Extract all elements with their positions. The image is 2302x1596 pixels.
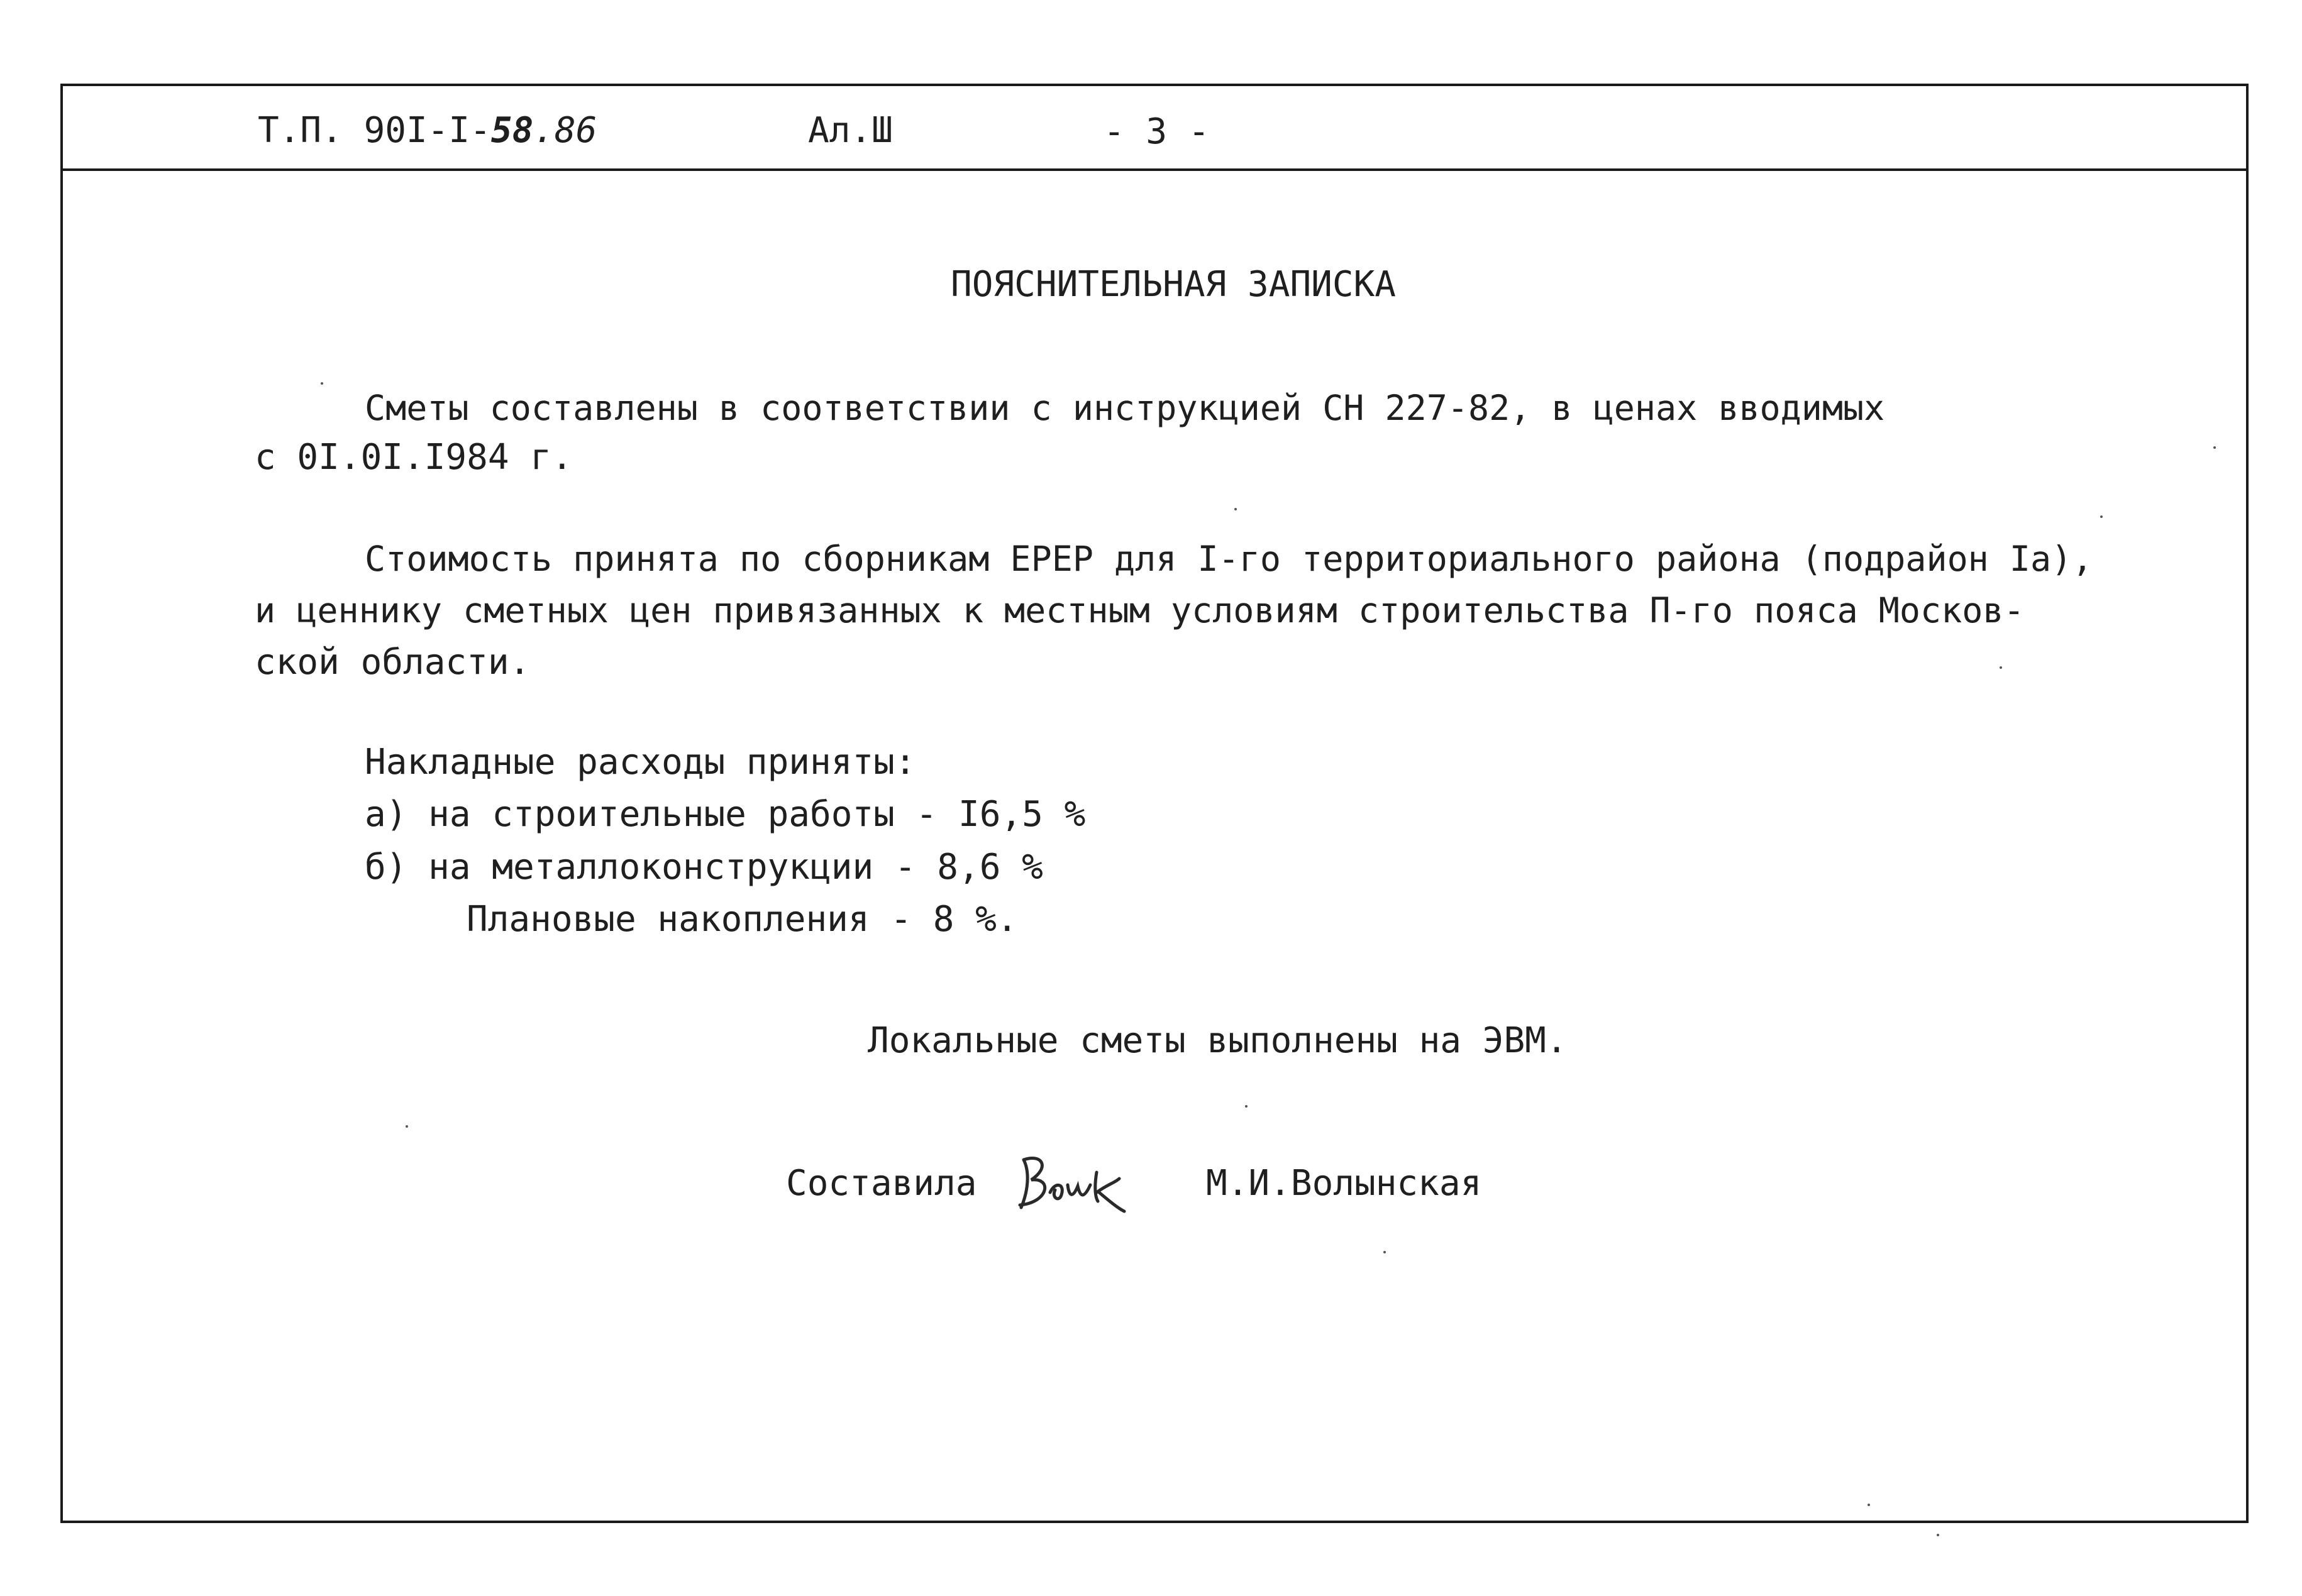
scan-speck [406, 1125, 408, 1128]
scan-speck [1383, 1251, 1386, 1253]
header-divider [60, 168, 2249, 171]
paragraph1-line2: с 0I.0I.I984 г. [255, 437, 573, 478]
signature-label: Составила [786, 1163, 977, 1204]
scan-speck [2213, 446, 2216, 449]
page-number: - 3 - [1104, 111, 1210, 152]
album-label: Ал.Ш [808, 110, 893, 151]
computer-note: Локальные сметы выполнены на ЭВМ. [868, 1020, 1568, 1061]
planned-savings: Плановые накопления - 8 %. [467, 899, 1018, 940]
scan-speck [1245, 1105, 1248, 1108]
scan-speck [1868, 1504, 1870, 1506]
scan-speck [2000, 666, 2002, 669]
scan-speck [1234, 508, 1237, 510]
overhead-item-b: б) на металлоконструкции - 8,6 % [365, 847, 1043, 888]
document-code [258, 110, 597, 151]
overhead-item-a: а) на строительные работы - I6,5 % [365, 794, 1086, 835]
paragraph1-line1: Сметы составлены в соответствии с инструкцией СН 227-82, в ценах вводимых [365, 388, 1885, 428]
paragraph2-line1: Стоимость принята по сборникам ЕРЕР для I-го территориального района (подрайон Iа), [365, 539, 2093, 579]
scan-speck [1937, 1534, 1939, 1536]
paragraph2-line2: и ценнику сметных цен привязанных к местным условиям строительства П-го пояса Москов- [255, 590, 2025, 630]
doc-code-prefix: Т.П. 90I-I- [258, 110, 491, 151]
doc-code-suffix: .86 [533, 110, 597, 151]
scan-speck [321, 382, 323, 385]
scan-speck [2100, 515, 2103, 518]
page-title: ПОЯСНИТЕЛЬНАЯ ЗАПИСКА [951, 264, 1397, 305]
signer-name: М.И.Волынская [1206, 1163, 1482, 1204]
overhead-heading: Накладные расходы приняты: [365, 742, 916, 783]
doc-code-bold: 58 [490, 110, 534, 151]
paragraph2-line3: ской области. [255, 642, 531, 683]
handwritten-signature [1012, 1153, 1132, 1213]
